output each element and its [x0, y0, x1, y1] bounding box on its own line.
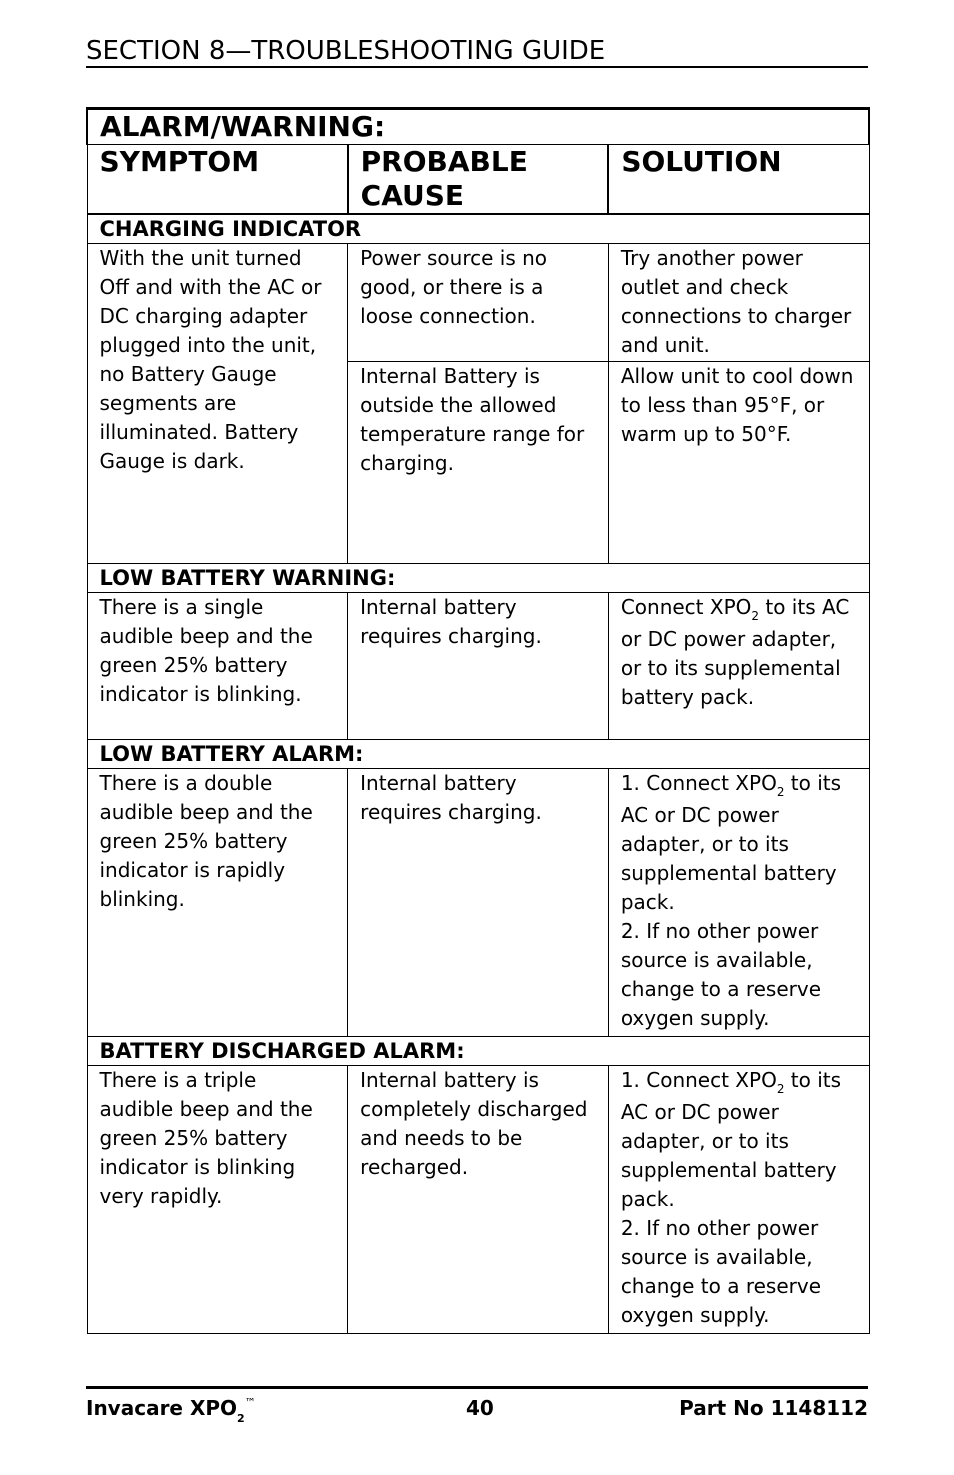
cause-cell: Internal battery requires charging.: [348, 593, 609, 740]
footer-part-number: Part No 1148112: [679, 1396, 868, 1420]
section-row-low-battery-alarm: [87, 740, 869, 769]
alarm-warning-row: [87, 109, 869, 145]
column-header-solution: SOLUTION: [608, 145, 869, 215]
alarm-warning-label: ALARM/WARNING:: [87, 109, 869, 145]
symptom-cell: With the unit turned Off and with the AC or DC charging adapter plugged into the unit, no Battery Gauge segments are illuminated. Battery Gauge is dark.: [87, 244, 348, 564]
table-row: [87, 769, 869, 1037]
cause-cell: Internal battery is completely discharged and needs to be recharged.: [348, 1066, 609, 1334]
symptom-cell: There is a double audible beep and the green 25% battery indicator is rapidly blinking.: [87, 769, 348, 1037]
footer-product-name: Invacare $XPO_2™$: [86, 1396, 256, 1425]
section-title: BATTERY DISCHARGED ALARM:: [87, 1037, 869, 1066]
solution-cell: 1. Connect $XPO_2$ to its AC or DC power adapter, or to its supplemental battery pack. 2. If no other power source is available, change to a reserve oxygen supply.: [608, 769, 869, 1037]
cause-cell: Internal battery requires charging.: [348, 769, 609, 1037]
footer-divider: [86, 1386, 868, 1389]
column-header-symptom: SYMPTOM: [87, 145, 348, 215]
section-row-charging-indicator: [87, 214, 869, 244]
section-row-battery-discharged-alarm: [87, 1037, 869, 1066]
troubleshooting-table: [86, 107, 870, 1334]
page-footer: [86, 1396, 868, 1424]
section-title: LOW BATTERY ALARM:: [87, 740, 869, 769]
cause-cell: Power source is no good, or there is a loose connection.: [348, 244, 609, 362]
solution-cell: Allow unit to cool down to less than 95°F, or warm up to 50°F.: [608, 362, 869, 564]
table-row: [87, 244, 869, 362]
symptom-cell: There is a triple audible beep and the green 25% battery indicator is blinking very rapidly.: [87, 1066, 348, 1334]
symptom-cell: There is a single audible beep and the green 25% battery indicator is blinking.: [87, 593, 348, 740]
section-row-low-battery-warning: [87, 564, 869, 593]
section-title: CHARGING INDICATOR: [87, 214, 869, 244]
column-header-row: [87, 145, 869, 215]
solution-cell: Connect $XPO_2$ to its AC or DC power adapter, or to its supplemental battery pack.: [608, 593, 869, 740]
section-title: SECTION 8—TROUBLESHOOTING GUIDE: [86, 36, 868, 68]
section-title: LOW BATTERY WARNING:: [87, 564, 869, 593]
table-row: [87, 593, 869, 740]
table-row: [87, 1066, 869, 1334]
solution-cell: 1. Connect $XPO_2$ to its AC or DC power adapter, or to its supplemental battery pack. 2. If no other power source is available, change to a reserve oxygen supply.: [608, 1066, 869, 1334]
solution-cell: Try another power outlet and check connections to charger and unit.: [608, 244, 869, 362]
cause-cell: Internal Battery is outside the allowed temperature range for charging.: [348, 362, 609, 564]
footer-page-number: 40: [466, 1396, 494, 1420]
column-header-probable-cause: PROBABLE CAUSE: [348, 145, 609, 215]
